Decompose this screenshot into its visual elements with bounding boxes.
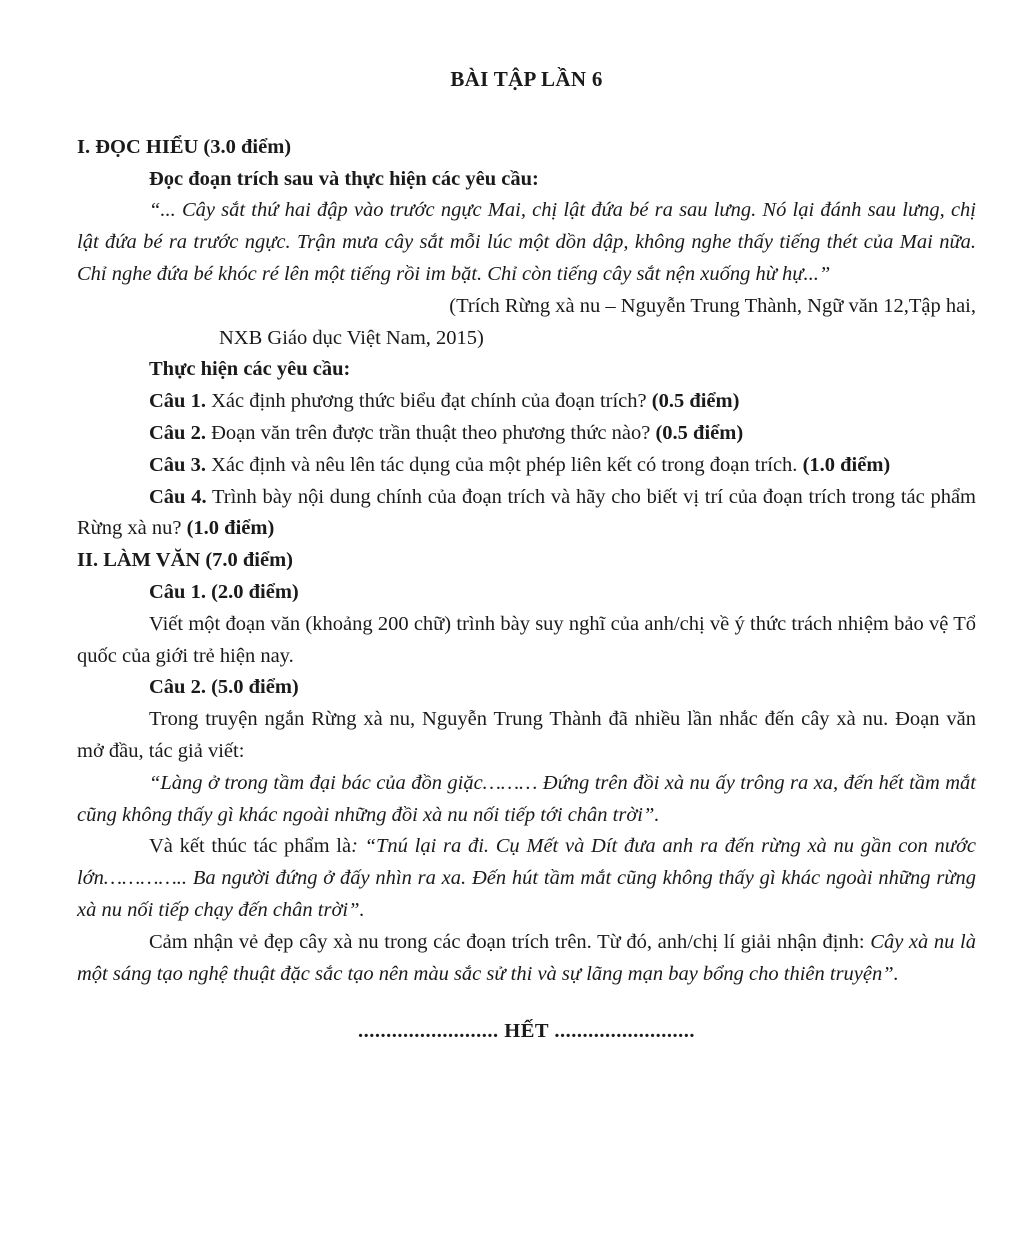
question-text: Xác định và nêu lên tác dụng của một phép liên kết có trong đoạn trích. (205, 453, 803, 476)
source-line-2: NXB Giáo dục Việt Nam, 2015) (219, 326, 484, 349)
question-2 (77, 418, 976, 450)
essay-q2-task (77, 927, 976, 991)
question-1 (77, 386, 976, 418)
question-3 (77, 450, 976, 482)
question-label: Câu 1. (149, 390, 206, 413)
reading-instruction: Đọc đoạn trích sau và thực hiện các yêu cầu: (149, 167, 539, 190)
source-line-1: (Trích Rừng xà nu – Nguyễn Trung Thành, Ngữ văn 12,Tập hai, (449, 294, 976, 317)
question-points: (1.0 điểm) (802, 453, 891, 476)
essay-q2-intro: Trong truyện ngắn Rừng xà nu, Nguyễn Trung Thành đã nhiều lần nhắc đến cây xà nu. Đoạn văn mở đầu, tác giả viết: (77, 708, 976, 762)
question-text: Xác định phương thức biểu đạt chính của đoạn trích? (205, 390, 652, 413)
question-label: Câu 4. (149, 485, 207, 508)
part2-heading: II. LÀM VĂN (7.0 điểm) (77, 549, 294, 572)
question-points: (0.5 điểm) (651, 390, 740, 413)
tasks-heading: Thực hiện các yêu cầu: (149, 358, 351, 381)
question-points: (1.0 điểm) (186, 517, 275, 540)
question-text: Trình bày nội dung chính của đoạn trích và hãy cho biết vị trí của đoạn trích trong tác phẩm Rừng xà nu? (77, 485, 976, 540)
essay-q1-text: Viết một đoạn văn (khoảng 200 chữ) trình bày suy nghĩ của anh/chị về ý thức trách nhiệm bảo vệ Tổ quốc của giới trẻ hiện nay. (77, 612, 976, 667)
task-quote: Cây xà nu là một sáng tạo nghệ thuật đặc sắc tạo nên màu sắc sử thi và sự lãng mạn bay bổng cho thiên truyện”. (77, 930, 976, 985)
question-points: (0.5 điểm) (655, 421, 744, 444)
essay-q1-heading: Câu 1. (2.0 điểm) (149, 580, 299, 603)
ending-quote: : “Tnú lại ra đi. Cụ Mết và Dít đưa anh ra đến rừng xà nu gần con nước lớn………….. Ba người đứng ở đấy nhìn ra xa. Đến hút tầm mắt cũng không thấy gì khác ngoài những rừng xà nu nối tiếp chạy đến chân trời”. (77, 835, 976, 921)
essay-q2-heading: Câu 2. (5.0 điểm) (149, 676, 299, 699)
part1-heading: I. ĐỌC HIỂU (3.0 điểm) (77, 135, 292, 158)
task-lead: Cảm nhận vẻ đẹp cây xà nu trong các đoạn trích trên. Từ đó, anh/chị lí giải nhận định: (149, 930, 871, 953)
excerpt: “... Cây sắt thứ hai đập vào trước ngực Mai, chị lật đứa bé ra sau lưng. Nó lại đánh sau lưng, chị lật đứa bé ra trước ngực. Trận mưa cây sắt mỗi lúc một dồn dập, không nghe thấy tiếng thét của Mai nữa. Chỉ nghe đứa bé khóc ré lên một tiếng rồi im bặt. Chỉ còn tiếng cây sắt nện xuống hừ hự...” (77, 199, 976, 285)
essay-q2-quote-1: “Làng ở trong tầm đại bác của đồn giặc……… Đứng trên đồi xà nu ấy trông ra xa, đến hết tầm mắt cũng không thấy gì khác ngoài những đồi xà nu nối tiếp tới chân trời”. (77, 771, 976, 826)
question-text: Đoạn văn trên được trần thuật theo phương thức nào? (205, 421, 656, 444)
ending-lead: Và kết thúc tác phẩm là (149, 835, 352, 858)
question-label: Câu 2. (149, 421, 206, 444)
end-marker: ......................... HẾT ......................... (358, 1020, 695, 1043)
essay-q2-ending (77, 831, 976, 926)
question-4 (77, 482, 976, 546)
question-label: Câu 3. (149, 453, 206, 476)
page-title: BÀI TẬP LẦN 6 (450, 67, 603, 91)
